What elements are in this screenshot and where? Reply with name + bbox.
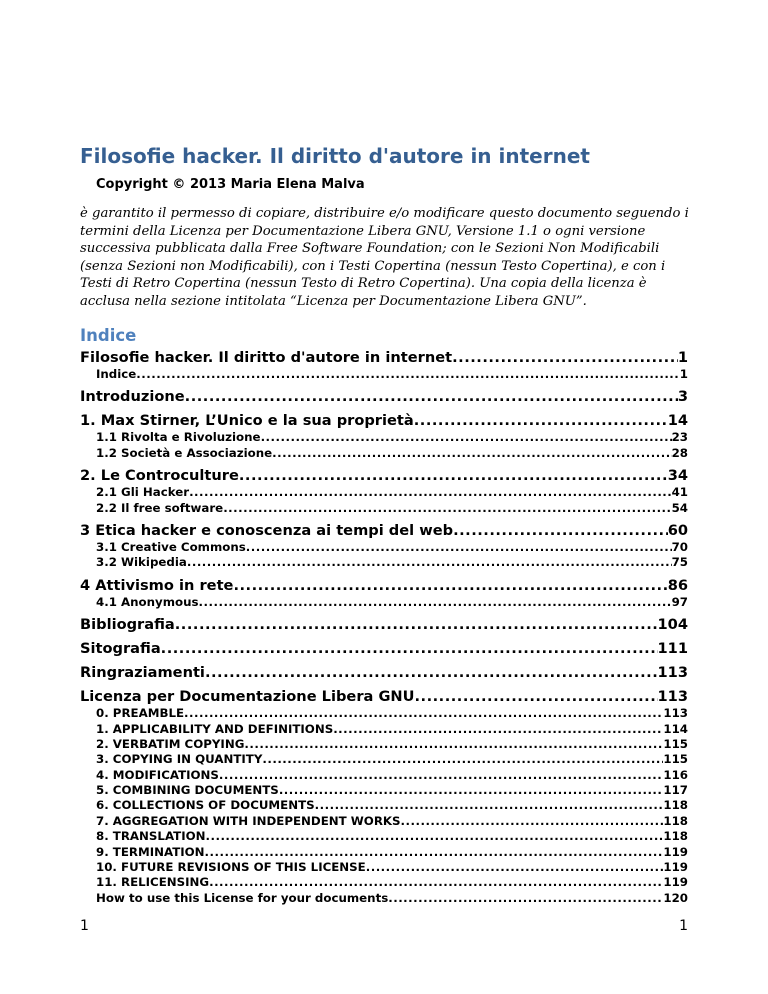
toc-entry-page: 23 [671, 430, 688, 445]
toc-leader-dots [233, 576, 667, 595]
toc-entry-title: 3.2 Wikipedia [96, 555, 187, 570]
toc-entry-title: 8. TRANSLATION [96, 829, 206, 844]
toc-entry-title: Licenza per Documentazione Libera GNU [80, 688, 415, 706]
toc-leader-dots [388, 891, 663, 906]
toc-entry-title: 3. COPYING IN QUANTITY [96, 752, 263, 767]
toc-leader-dots [187, 555, 672, 570]
toc-leader-dots [184, 706, 663, 721]
toc-leader-dots [205, 663, 658, 682]
toc-leader-dots [315, 798, 664, 813]
toc-entry-title: 6. COLLECTIONS OF DOCUMENTS [96, 798, 315, 813]
toc-leader-dots [272, 446, 671, 461]
toc-entry-page: 41 [671, 485, 688, 500]
toc-entry-page: 118 [663, 829, 688, 844]
toc-entry-title: 2.1 Gli Hacker [96, 485, 190, 500]
toc-entry-title: 3 Etica hacker e conoscenza ai tempi del web [80, 521, 454, 539]
toc-subentry[interactable] [80, 752, 688, 767]
toc-subentry[interactable] [80, 367, 688, 382]
toc-entry-title: 9. TERMINATION [96, 844, 205, 859]
toc-leader-dots [452, 348, 678, 367]
toc-entry-title: Filosofie hacker. Il diritto d'autore in internet [80, 349, 453, 366]
toc-leader-dots [136, 367, 680, 382]
toc-leader-dots [161, 639, 658, 658]
toc-subentry[interactable] [80, 501, 688, 516]
toc-entry-page: 86 [667, 576, 688, 594]
toc-entry[interactable] [80, 576, 688, 595]
toc-entry-page: 117 [663, 783, 688, 798]
toc-entry-page: 115 [663, 736, 688, 751]
toc-leader-dots [205, 845, 664, 860]
toc-entry[interactable] [80, 521, 688, 540]
toc-leader-dots [185, 387, 678, 406]
toc-entry-title: 2. VERBATIM COPYING [96, 736, 245, 751]
toc-entry-page: 104 [657, 616, 688, 634]
toc-entry-page: 28 [671, 445, 688, 460]
toc-leader-dots [262, 752, 663, 767]
toc-subentry[interactable] [80, 430, 688, 445]
toc-entry[interactable] [80, 687, 688, 706]
toc-entry-title: 1. APPLICABILITY AND DEFINITIONS [96, 721, 334, 736]
toc-entry[interactable] [80, 387, 688, 406]
toc-entry-title: 11. RELICENSING [96, 875, 210, 890]
toc-subentry[interactable] [80, 540, 688, 555]
toc-entry-title: 1.2 Società e Associazione [96, 445, 273, 460]
toc-entry-title: 4. MODIFICATIONS [96, 767, 219, 782]
toc-subentry[interactable] [80, 446, 688, 461]
toc-subentry[interactable] [80, 875, 688, 890]
toc-leader-dots [366, 860, 664, 875]
toc-leader-dots [261, 430, 672, 445]
toc-entry-title: Sitografia [80, 640, 161, 658]
toc-entry-page: 118 [663, 813, 688, 828]
toc-subentry[interactable] [80, 595, 688, 610]
toc-subentry[interactable] [80, 737, 688, 752]
toc-subentry[interactable] [80, 798, 688, 813]
toc-leader-dots [401, 814, 664, 829]
toc-subentry[interactable] [80, 485, 688, 500]
toc-subentry[interactable] [80, 829, 688, 844]
toc-subentry[interactable] [80, 555, 688, 570]
toc-subentry[interactable] [80, 768, 688, 783]
toc-entry-title: 2. Le Controculture [80, 467, 239, 485]
document-title: Filosofie hacker. Il diritto d'autore in internet [80, 144, 590, 168]
toc-entry-page: 111 [657, 640, 688, 658]
toc-leader-dots [246, 540, 672, 555]
toc-entry-page: 113 [657, 664, 688, 682]
toc-leader-dots [189, 485, 672, 500]
toc-entry-title: Bibliografia [80, 616, 175, 634]
toc-leader-dots [239, 466, 668, 485]
toc-entry-title: 10. FUTURE REVISIONS OF THIS LICENSE [96, 860, 366, 875]
toc-leader-dots [206, 829, 664, 844]
toc-leader-dots [279, 783, 664, 798]
toc-entry-title: Introduzione [80, 388, 185, 406]
toc-subentry[interactable] [80, 891, 688, 906]
toc-entry-page: 118 [663, 798, 688, 813]
toc-entry[interactable] [80, 411, 688, 430]
toc-entry[interactable] [80, 663, 688, 682]
toc-entry-page: 115 [663, 752, 688, 767]
footer-page-number-left: 1 [80, 918, 89, 934]
toc-leader-dots [199, 595, 672, 610]
toc-entry-page: 1 [677, 349, 688, 366]
toc-entry-title: How to use this License for your documents [96, 890, 389, 905]
toc-entry-page: 54 [671, 500, 688, 515]
toc-entry-page: 14 [667, 412, 688, 430]
toc-entry-title: 1.1 Rivolta e Rivoluzione [96, 430, 261, 445]
toc-subentry[interactable] [80, 706, 688, 721]
toc-subentry[interactable] [80, 860, 688, 875]
toc-entry-page: 75 [671, 555, 688, 570]
toc-entry-page: 114 [663, 721, 688, 736]
toc-leader-dots [219, 768, 663, 783]
toc-subentry[interactable] [80, 722, 688, 737]
toc-entry-page: 60 [667, 521, 688, 539]
toc-entry[interactable] [80, 466, 688, 485]
table-of-contents [80, 348, 688, 906]
toc-entry-title: Ringraziamenti [80, 664, 205, 682]
toc-leader-dots [415, 687, 658, 706]
toc-subentry[interactable] [80, 845, 688, 860]
toc-entry-page: 113 [663, 706, 688, 721]
toc-entry-title: 1. Max Stirner, L’Unico e la sua proprietà [80, 412, 414, 430]
toc-entry-page: 119 [663, 844, 688, 859]
license-note: è garantito il permesso di copiare, distribuire e/o modificare questo documento seguendo i termini della Licenza per Documentazione Libera GNU, Versione 1.1 o ogni versione successiva pubblicata dalla Free Software Foundation; con le Sezioni Non Modificabili (senza Sezioni non Modificabili), con i Testi Copertina (nessun Testo Copertina), e con i Testi di Retro Copertina (nessun Testo di Retro Copertina). Una copia della licenza è acclusa nella sezione intitolata “Licenza per Documentazione Libera GNU”. [80, 206, 689, 309]
toc-subentry[interactable] [80, 814, 688, 829]
toc-entry-page: 116 [663, 767, 688, 782]
toc-entry-page: 97 [671, 594, 688, 609]
toc-entry-title: Indice [96, 367, 137, 381]
toc-leader-dots [333, 722, 663, 737]
toc-entry-page: 34 [667, 467, 688, 485]
toc-leader-dots [209, 875, 663, 890]
toc-entry-title: 7. AGGREGATION WITH INDEPENDENT WORKS [96, 813, 401, 828]
toc-entry-page: 1 [679, 367, 688, 381]
toc-subentry[interactable] [80, 783, 688, 798]
toc-leader-dots [414, 411, 668, 430]
toc-heading: Indice [80, 326, 137, 345]
footer-page-number-right: 1 [679, 918, 688, 934]
toc-entry-title: 0. PREAMBLE [96, 706, 185, 721]
toc-entry-page: 70 [671, 539, 688, 554]
toc-entry-title: 2.2 Il free software [96, 500, 224, 515]
toc-entry-title: 4 Attivismo in rete [80, 576, 234, 594]
toc-leader-dots [223, 501, 671, 516]
toc-entry[interactable] [80, 639, 688, 658]
toc-entry-page: 113 [657, 688, 688, 706]
toc-entry-page: 119 [663, 860, 688, 875]
toc-leader-dots [453, 521, 668, 540]
toc-entry-title: 3.1 Creative Commons [96, 539, 246, 554]
copyright-line: Copyright © 2013 Maria Elena Malva [96, 177, 365, 192]
toc-entry-title: 5. COMBINING DOCUMENTS [96, 783, 279, 798]
toc-entry-page: 119 [663, 875, 688, 890]
toc-entry-page: 3 [677, 388, 688, 406]
toc-entry[interactable] [80, 615, 688, 634]
toc-leader-dots [175, 615, 658, 634]
toc-leader-dots [244, 737, 663, 752]
toc-entry[interactable] [80, 348, 688, 367]
toc-entry-page: 120 [663, 890, 688, 905]
toc-entry-title: 4.1 Anonymous [96, 594, 199, 609]
